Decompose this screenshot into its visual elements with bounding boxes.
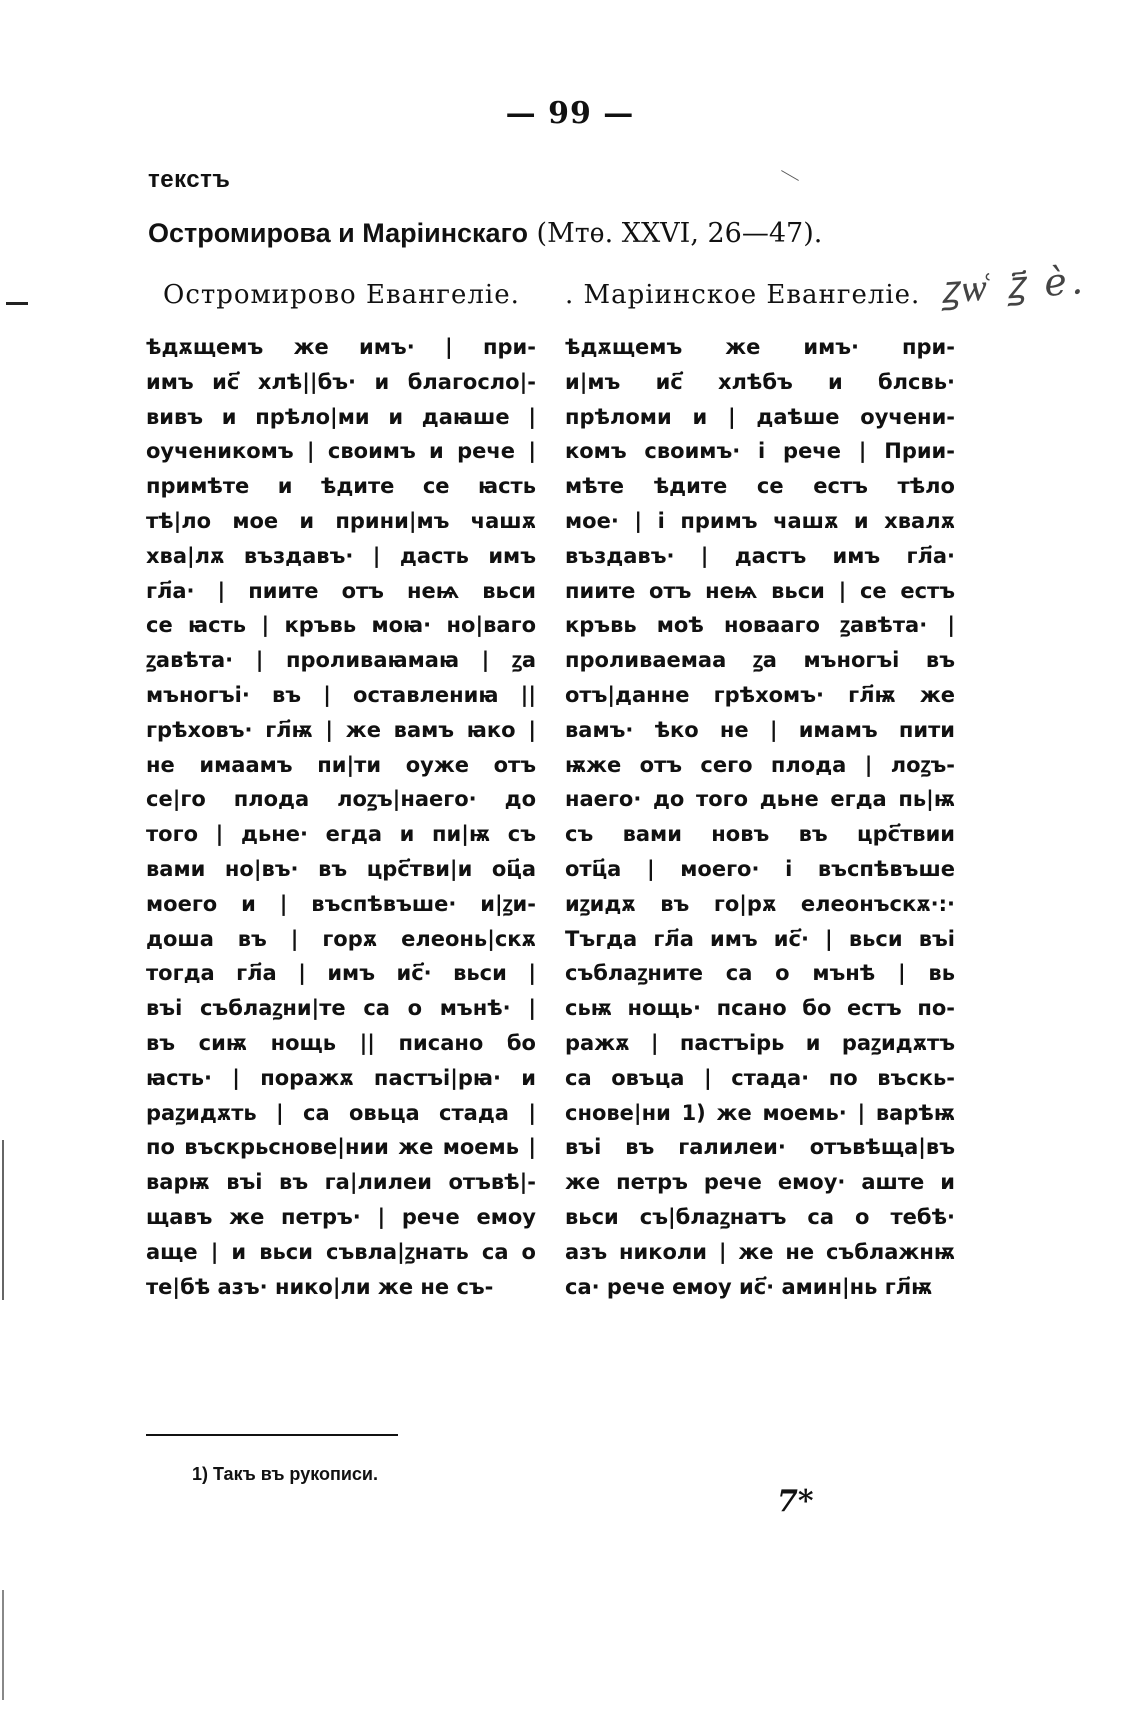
text-line: отъ|данне грѣхомъ· гл҃ѭ же <box>565 682 955 707</box>
text-line: ꙗсть· | поражѫ пастъі|рꙗ· и <box>146 1065 536 1090</box>
subheading-reference: (Мтѳ. XXVI, 26—47). <box>527 218 823 249</box>
text-line: примѣте и ѣдите се ꙗсть <box>146 474 536 499</box>
text-line: же петръ рече емоу· аште и <box>565 1170 955 1195</box>
text-line: варѭ въі въ га|лилеи отъвѣ|- <box>146 1170 536 1195</box>
section-subheading <box>148 218 822 249</box>
margin-dash <box>6 302 28 305</box>
text-line: ражѫ | пастъірь и раꙁидѫтъ <box>565 1030 955 1055</box>
handwritten-margin-note: ꙁѡ͑ ꙁ҃ ѐ. <box>938 257 1089 313</box>
subheading-bold: Остромирова и Маріинскаго <box>148 218 528 248</box>
text-line: са овъца | стада· по въскь- <box>565 1065 955 1090</box>
pen-tick-mark <box>781 170 799 181</box>
text-line: и|мъ ис҃ хлѣбъ и блсвь· <box>565 369 955 394</box>
text-line: вамъ· ѣко не | имамъ пити <box>565 717 955 742</box>
text-line: щавъ же петръ· | рече емоу <box>146 1204 536 1229</box>
text-line: те|бѣ азъ· нико|ли же не съ- <box>146 1274 494 1299</box>
text-line: кръвь моѣ новааго ꙁавѣта· | <box>565 613 955 638</box>
text-line: прѣломи и | даѣше оучени- <box>565 404 955 429</box>
text-line: комъ своимъ· і рече | Прии- <box>565 439 955 464</box>
text-line: ѣдѫщемъ же имъ· при- <box>565 335 955 359</box>
text-line: въі съблаꙁни|те са о мънѣ· | <box>146 996 536 1021</box>
scan-edge-mark <box>2 1140 4 1300</box>
text-line: мѣте ѣдите се естъ тѣло <box>565 474 955 499</box>
text-line: съблаꙁните са о мънѣ | вь <box>565 961 955 986</box>
text-line: мое· | і примъ чашѫ и хвалѫ <box>565 508 955 533</box>
text-line: въздавъ· | дастъ имъ гл҃а· <box>565 543 955 568</box>
section-heading: текстъ <box>148 166 231 193</box>
text-line: тѣ|ло мое и прини|мъ чашѫ <box>146 508 536 533</box>
text-line: сьѭ нощь· псано бо естъ по- <box>565 996 955 1021</box>
text-line: въі въ галилеи· отъвѣща|въ <box>565 1135 955 1160</box>
text-line: не имаамъ пи|ти оуже отъ <box>146 752 536 777</box>
text-line: наего· до того дьне егда пь|ѭ <box>565 787 955 812</box>
text-line: иꙁидѫ въ го|рѫ елеонъскѫ·:· <box>565 891 955 916</box>
text-line: Тъгда гл҃а имъ ис҃· | вьси въі <box>565 926 955 951</box>
text-line: хва|лѫ въздавъ· | дасть имъ <box>146 543 536 568</box>
text-line: съ вами новъ въ црс҃твии <box>565 822 955 847</box>
text-line: того | дьне· егда и пи|ѭ съ <box>146 822 536 847</box>
footnote-rule <box>146 1434 398 1436</box>
text-line: се ꙗсть | кръвь моꙗ· но|ваго <box>146 613 536 638</box>
text-line: ѣдѫщемъ же имъ· | при- <box>146 335 536 359</box>
text-line: ꙁавѣта· | проливаꙗмаꙗ | ꙁа <box>146 648 536 673</box>
text-line: снове|ни 1) же моемь· | варѣѭ <box>565 1100 955 1125</box>
text-line: грѣховъ· гл҃ѭ | же вамъ ꙗко | <box>146 717 536 742</box>
right-column-title: . Маріинское Евангеліе. <box>565 280 921 310</box>
page-number: — 99 — <box>505 96 635 131</box>
text-line: вами но|въ· въ црс҃тви|и оц҃а <box>146 856 536 881</box>
right-text-column <box>565 330 955 1304</box>
text-line: мъногъі· въ | оставлениꙗ || <box>146 682 536 707</box>
text-line: тогда гл҃а | имъ ис҃· вьси | <box>146 961 536 986</box>
footnote: 1) Такъ въ рукописи. <box>192 1464 378 1484</box>
text-line: вивъ и прѣло|ми и даꙗше | <box>146 404 536 429</box>
left-column-title: Остромирово Евангеліе. <box>163 280 520 310</box>
text-line: въ сиѭ нощь || писано бо <box>146 1030 536 1055</box>
text-line: проливаемаа ꙁа мъногъі въ <box>565 648 955 673</box>
text-line: доша въ | горѫ елеонь|скѫ <box>146 926 536 951</box>
text-line: раꙁидѫть | са овьца стада | <box>146 1100 536 1125</box>
signature-mark: 7* <box>777 1484 814 1519</box>
text-line: моего и | въспѣвъше· и|ꙁи- <box>146 891 536 916</box>
text-line: имъ ис҃ хлѣ||бъ· и благосло|- <box>146 369 536 394</box>
text-line: пиите отъ неѩ вьси | се естъ <box>565 578 955 603</box>
text-line: отц҃а | моего· і въспѣвъше <box>565 856 955 881</box>
text-line: азъ николи | же не съблажнѭ <box>565 1239 955 1264</box>
text-line: аще | и вьси съвла|ꙁнать са о <box>146 1239 536 1264</box>
text-line: оученикомъ | своимъ и рече | <box>146 439 536 464</box>
text-line: вьси съ|блаꙁнатъ са о тебѣ· <box>565 1204 955 1229</box>
text-line: се|го плода лоꙁъ|наего· до <box>146 787 536 812</box>
text-line: са· рече емоу ис҃· амин|нь гл҃ѭ <box>565 1274 933 1299</box>
text-line: ѭже отъ сего плода | лоꙁъ- <box>565 752 955 777</box>
scan-edge-mark <box>2 1590 4 1700</box>
left-text-column <box>146 330 536 1304</box>
text-line: гл҃а· | пиите отъ неѩ вьси <box>146 578 536 603</box>
text-line: по въскрьснове|нии же моемь | <box>146 1135 536 1160</box>
